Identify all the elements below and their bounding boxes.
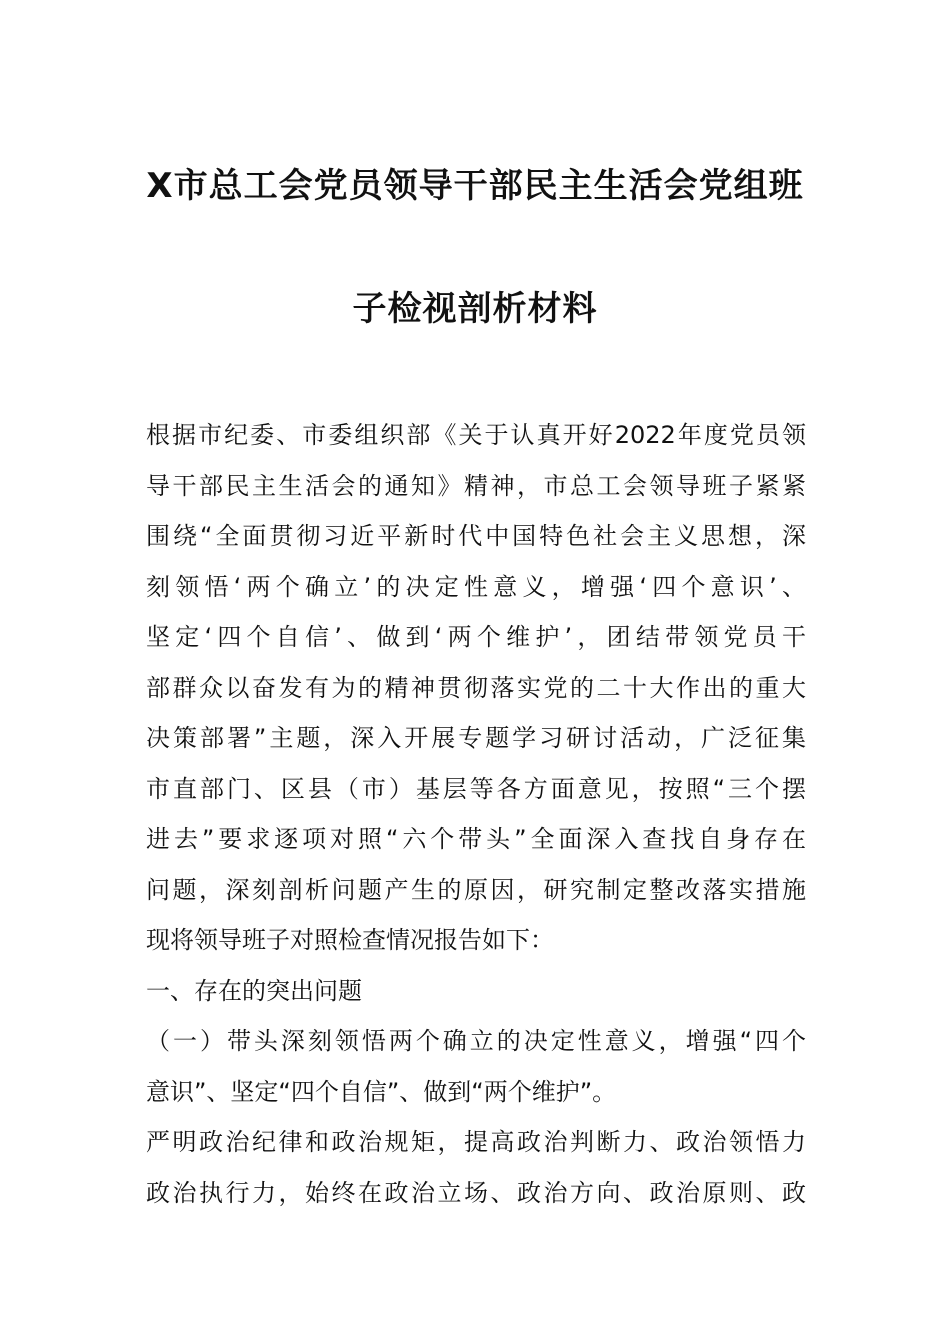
body-line: 坚定‘四个自信’、做到‘两个维护’，团结带领党员干 bbox=[146, 623, 806, 651]
section-heading: 一、存在的突出问题 bbox=[146, 976, 362, 1005]
body-line: 进去”要求逐项对照“六个带头”全面深入查找自身存在 bbox=[146, 825, 806, 853]
body-line: 决策部署”主题，深入开展专题学习研讨活动，广泛征集 bbox=[146, 724, 806, 752]
document-title-line-1: X市总工会党员领导干部民主生活会党组班 bbox=[146, 166, 804, 206]
body-line: 市直部门、区县（市）基层等各方面意见，按照“三个摆 bbox=[146, 774, 806, 803]
body-line: 部群众以奋发有为的精神贯彻落实党的二十大作出的重大 bbox=[146, 673, 806, 702]
document-body bbox=[146, 410, 806, 1218]
body-line: 围绕“全面贯彻习近平新时代中国特色社会主义思想，深 bbox=[146, 522, 806, 550]
body-line: 刻领悟‘两个确立’的决定性意义，增强‘四个意识’、 bbox=[146, 572, 806, 601]
body-line: 导干部民主生活会的通知》精神，市总工会领导班子紧紧 bbox=[146, 471, 806, 500]
subsection-heading-line: （一）带头深刻领悟两个确立的决定性意义，增强“四个 bbox=[146, 1027, 806, 1055]
body-line: 现将领导班子对照检查情况报告如下： bbox=[146, 926, 554, 954]
subsection-heading-line: 意识”、坚定“四个自信”、做到“两个维护”。 bbox=[146, 1077, 617, 1106]
body-line: 问题，深刻剖析问题产生的原因，研究制定整改落实措施 bbox=[146, 875, 806, 904]
body-line: 政治执行力，始终在政治立场、政治方向、政治原则、政 bbox=[146, 1178, 806, 1207]
body-line: 严明政治纪律和政治规矩，提高政治判断力、政治领悟力 bbox=[146, 1128, 806, 1156]
body-line: 根据市纪委、市委组织部《关于认真开好2022年度党员领 bbox=[146, 421, 806, 449]
document-title-line-2: 子检视剖析材料 bbox=[352, 289, 598, 329]
